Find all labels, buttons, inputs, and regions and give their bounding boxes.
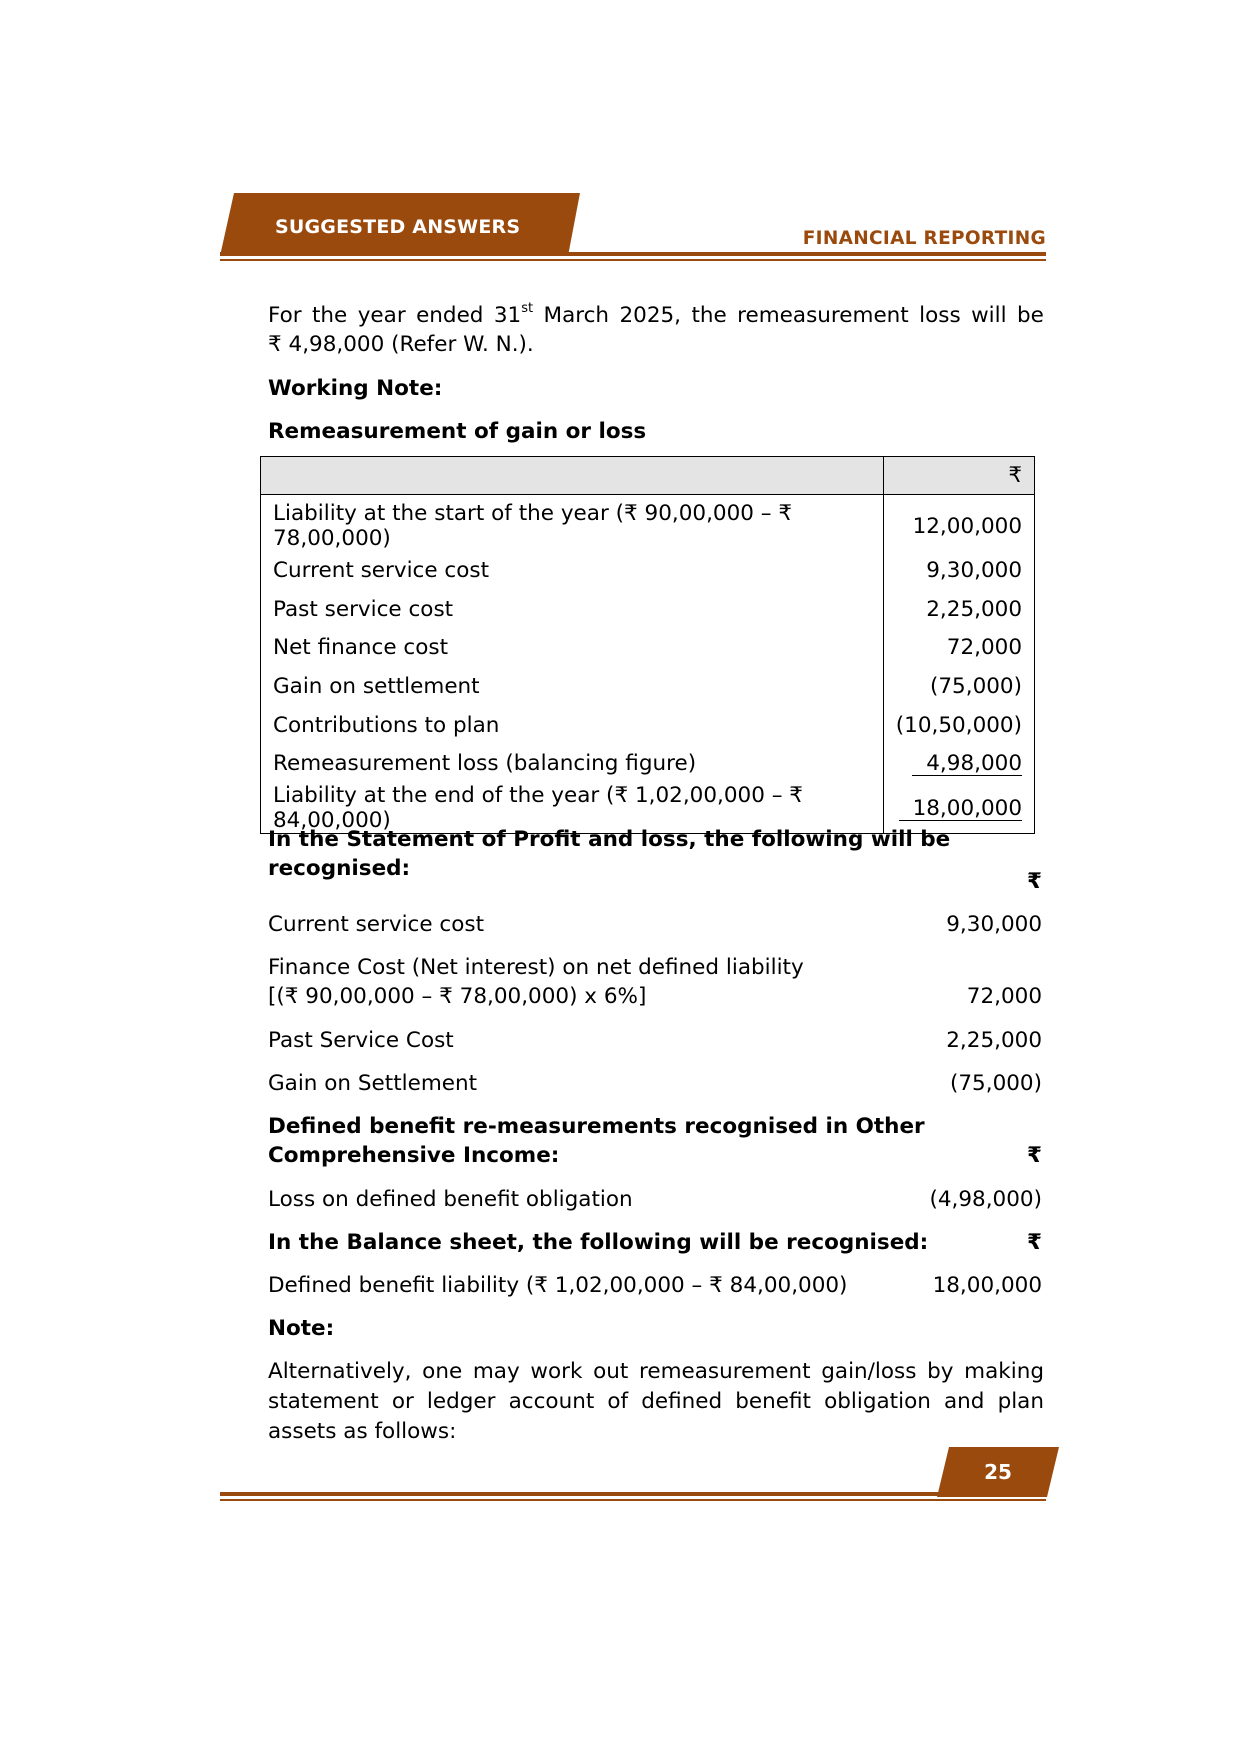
pl-row-amount: (75,000)	[949, 1071, 1042, 1096]
pl-row	[268, 1069, 1044, 1098]
pl-row-amount: 2,25,000	[946, 1028, 1042, 1053]
table-row	[261, 706, 1035, 745]
table-row-label: Net finance cost	[261, 628, 884, 667]
table-row-label: Current service cost	[261, 551, 884, 590]
remeasurement-table	[260, 456, 1035, 834]
table-row-amount: 2,25,000	[883, 590, 1034, 629]
table-row-label: Gain on settlement	[261, 667, 884, 706]
pl-row	[268, 953, 1044, 1011]
oci-heading-line-1: Defined benefit re-measurements recognised in Other	[268, 1114, 925, 1139]
bs-row-amount: 18,00,000	[932, 1273, 1042, 1298]
table-heading: Remeasurement of gain or loss	[268, 419, 647, 444]
table-row	[261, 495, 1035, 552]
oci-heading	[268, 1112, 1044, 1170]
table-row-amount: 4,98,000	[912, 753, 1022, 776]
pl-row-label: Current service cost	[268, 912, 485, 937]
table-header-label-cell	[261, 457, 884, 495]
footer-rule	[220, 1492, 1046, 1496]
header-rule-thin	[220, 259, 1046, 261]
table-row-label: Remeasurement loss (balancing figure)	[261, 744, 884, 783]
pl-row-label: Past Service Cost	[268, 1028, 454, 1053]
header-right-title: FINANCIAL REPORTING	[802, 228, 1046, 249]
working-note-heading: Working Note:	[268, 376, 443, 401]
oci-row-amount: (4,98,000)	[929, 1187, 1042, 1212]
pl-row-label: Finance Cost (Net interest) on net defined liability	[268, 955, 804, 980]
table-header-currency: ₹	[883, 457, 1034, 495]
bs-currency: ₹	[1027, 1230, 1042, 1255]
pl-row-label-2: [(₹ 90,00,000 – ₹ 78,00,000) x 6%]	[268, 984, 647, 1009]
intro-superscript: st	[521, 300, 534, 316]
page-number: 25	[984, 1460, 1012, 1484]
pl-row-amount: 9,30,000	[946, 912, 1042, 937]
pl-row	[268, 910, 1044, 939]
bs-heading-row	[268, 1228, 1044, 1257]
table-row-label: Liability at the start of the year (₹ 90,00,000 – ₹ 78,00,000)	[261, 495, 884, 552]
oci-row-label: Loss on defined benefit obligation	[268, 1187, 633, 1212]
pl-row-amount: 72,000	[966, 984, 1042, 1009]
table-header-row	[261, 457, 1035, 495]
table-row-amount: 12,00,000	[883, 495, 1034, 552]
note-heading: Note:	[268, 1316, 335, 1341]
pl-currency: ₹	[1027, 869, 1042, 894]
bs-heading: In the Balance sheet, the following will be recognised:	[268, 1230, 929, 1255]
bs-row-label: Defined benefit liability (₹ 1,02,00,000 – ₹ 84,00,000)	[268, 1273, 848, 1298]
table-row-amount: (10,50,000)	[883, 706, 1034, 745]
note-text: Alternatively, one may work out remeasurement gain/loss by making statement or ledger account of defined benefit obligation and plan assets as follows:	[268, 1359, 1044, 1444]
table-row-label: Past service cost	[261, 590, 884, 629]
table-row	[261, 667, 1035, 706]
table-row	[261, 590, 1035, 629]
table-row-amount: 9,30,000	[883, 551, 1034, 590]
intro-line-1: For the year ended 31st March 2025, the remeasurement loss will be	[268, 300, 1044, 328]
table-row-label: Contributions to plan	[261, 706, 884, 745]
table-row-amount: (75,000)	[883, 667, 1034, 706]
footer-rule-thin	[220, 1499, 1046, 1501]
table-row	[261, 628, 1035, 667]
table-row-amount: 18,00,000	[899, 798, 1022, 821]
table-row	[261, 744, 1035, 783]
oci-row	[268, 1185, 1044, 1214]
table-row-amount-cell	[883, 744, 1034, 783]
table-row-amount: 72,000	[883, 628, 1034, 667]
pl-heading: In the Statement of Profit and loss, the following will be recognised:	[268, 827, 951, 881]
intro-line-2: ₹ 4,98,000 (Refer W. N.).	[268, 332, 534, 357]
pl-row-label: Gain on Settlement	[268, 1071, 478, 1096]
bs-row	[268, 1271, 1044, 1300]
header-rule	[220, 252, 1046, 256]
pl-row	[268, 1026, 1044, 1055]
intro-paragraph	[268, 301, 1044, 359]
header-left-title: SUGGESTED ANSWERS	[275, 216, 521, 238]
table-row	[261, 551, 1035, 590]
table-row-label: Liability at the end of the year (₹ 1,02,00,000 – ₹ 84,00,000)	[261, 783, 884, 834]
oci-currency: ₹	[1027, 1143, 1042, 1168]
oci-heading-line-2: Comprehensive Income:	[268, 1143, 560, 1168]
